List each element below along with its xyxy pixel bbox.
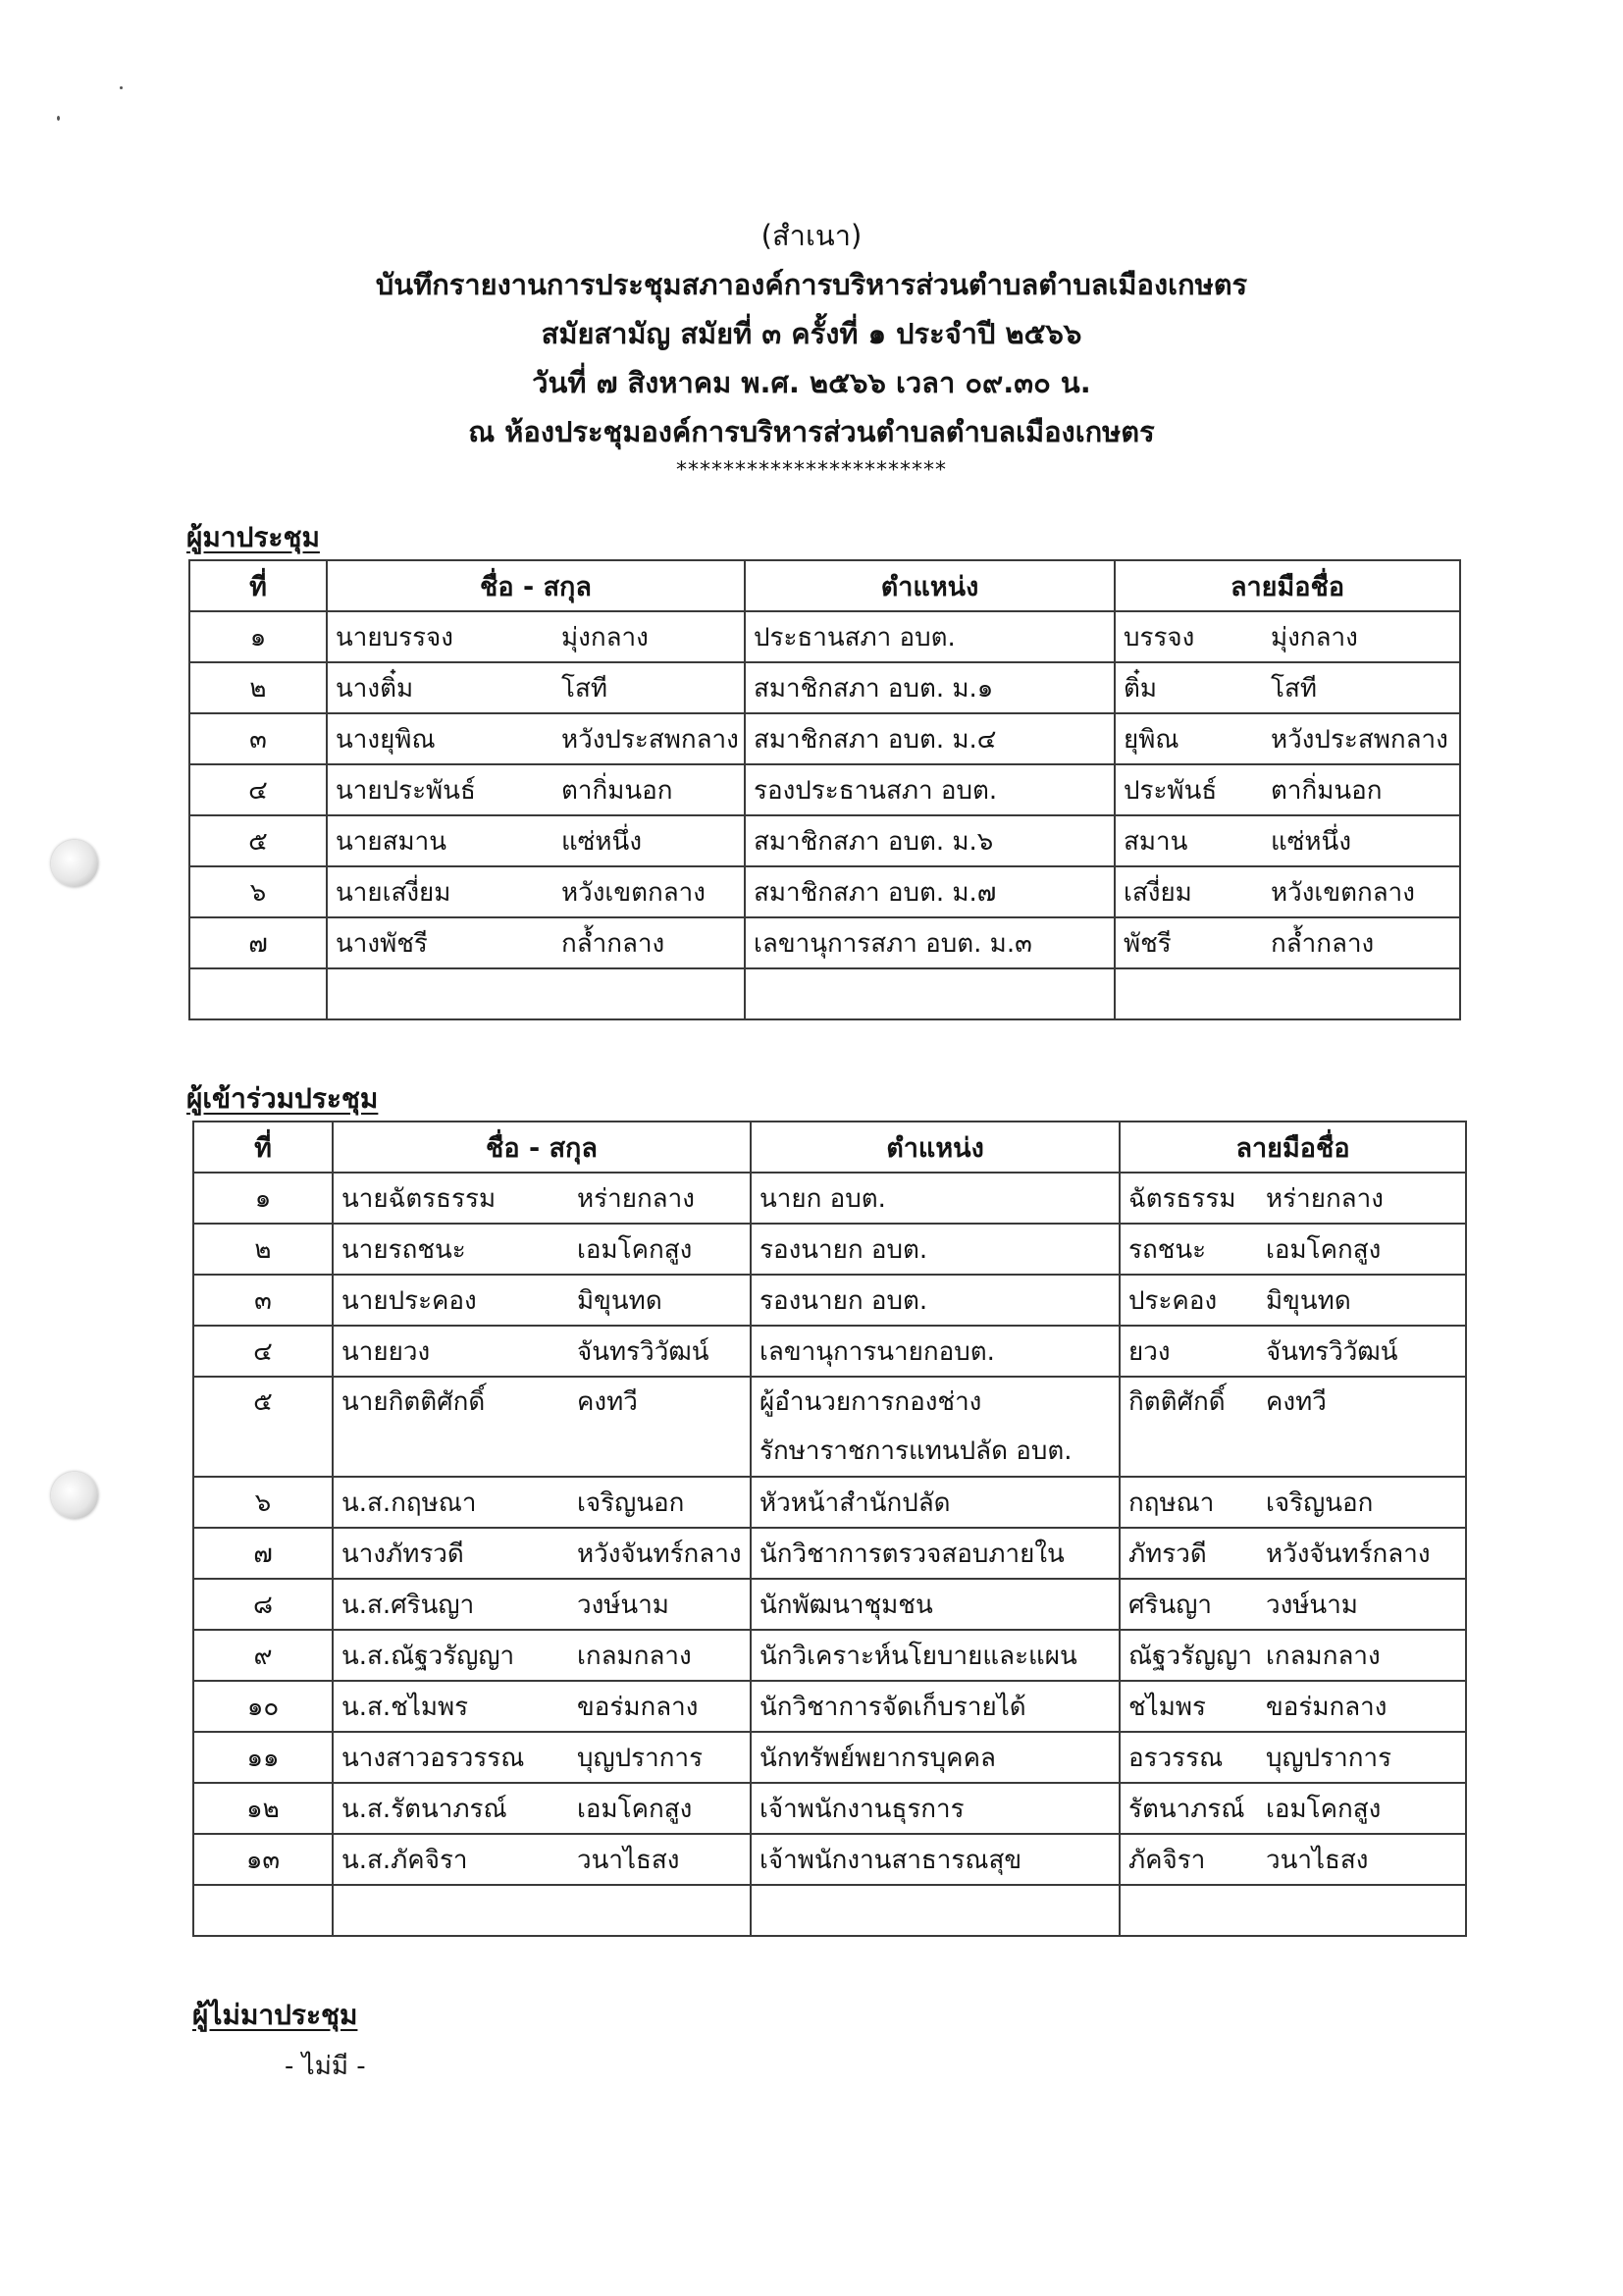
position-cell [751, 1528, 1120, 1579]
name-cell [333, 1224, 751, 1275]
signature-last: โสที [1271, 673, 1317, 704]
position: สมาชิกสภา อบต. ม.๖ [754, 826, 994, 857]
signature-first: ภัทรวดี [1128, 1539, 1207, 1569]
attendees-table [188, 559, 1461, 1020]
name-cell [333, 1528, 751, 1579]
meeting-session: สมัยสามัญ สมัยที่ ๓ ครั้งที่ ๑ ประจำปี ๒๕๖๖ [541, 317, 1082, 350]
position: ผู้อำนวยการกองช่าง [759, 1387, 982, 1417]
position: ประธานสภา อบต. [754, 622, 956, 652]
name-cell [327, 815, 745, 866]
position-line-2: รักษาราชการแทนปลัด อบต. [759, 1436, 1073, 1466]
first-name: นางสาวอรวรรณ [341, 1743, 525, 1773]
name-cell [333, 1834, 751, 1885]
first-name: นางภัทรวดี [341, 1539, 464, 1569]
signature-cell [1120, 1783, 1466, 1834]
position-cell [745, 917, 1115, 968]
first-name: นายประพันธ์ [336, 775, 476, 806]
participants-title: ผู้เข้าร่วมประชุม [186, 1082, 379, 1115]
position: สมาชิกสภา อบต. ม.๑ [754, 673, 994, 704]
signature-first: ภัคจิรา [1128, 1845, 1206, 1875]
position: นักทรัพย์พยากรบุคคล [759, 1743, 996, 1773]
column-header-position: ตำแหน่ง [751, 1122, 1120, 1173]
position: เจ้าพนักงานสาธารณสุข [759, 1845, 1022, 1875]
table-row [193, 1681, 1466, 1732]
name-cell [327, 662, 745, 713]
signature-last: หวังเขตกลาง [1271, 877, 1415, 908]
row-number-text: ๑ [254, 1183, 272, 1214]
row-number [189, 713, 327, 764]
signature-last: เกลมกลาง [1266, 1641, 1381, 1671]
name-cell [333, 1630, 751, 1681]
signature-last: หร่ายกลาง [1266, 1183, 1384, 1214]
first-name: นายฉัตรธรรม [341, 1183, 497, 1214]
position: เลขานุการสภา อบต. ม.๓ [754, 928, 1032, 959]
last-name: จันทรวิวัฒน์ [577, 1336, 709, 1367]
signature-first: ชไมพร [1128, 1692, 1206, 1722]
empty-cell [745, 968, 1115, 1019]
row-number [189, 866, 327, 917]
position-cell [751, 1681, 1120, 1732]
column-header-position: ตำแหน่ง [745, 560, 1115, 611]
signature-first: รัตนาภรณ์ [1128, 1794, 1245, 1824]
signature-last: วนาไธสง [1266, 1845, 1369, 1875]
last-name: หวังจันทร์กลาง [577, 1539, 742, 1569]
signature-last: มุ่งกลาง [1271, 622, 1358, 652]
signature-cell [1115, 866, 1460, 917]
empty-cell [327, 968, 745, 1019]
row-number [189, 815, 327, 866]
first-name: นายกิตติศักดิ์ [341, 1387, 486, 1417]
first-name: นางติ๋ม [336, 673, 414, 704]
first-name: นายยวง [341, 1336, 431, 1367]
last-name: คงทวี [577, 1387, 638, 1417]
empty-cell [1115, 968, 1460, 1019]
first-name: นางยุพิณ [336, 724, 436, 755]
row-number [189, 917, 327, 968]
first-name: นายประคอง [341, 1285, 477, 1316]
position-cell [745, 815, 1115, 866]
signature-cell [1120, 1173, 1466, 1224]
absentees-none: - ไม่มี - [285, 2052, 366, 2081]
signature-first: ยวง [1128, 1336, 1171, 1367]
row-number-text: ๕ [253, 1387, 273, 1417]
row-number-text: ๖ [254, 1487, 272, 1518]
last-name: บุญปราการ [577, 1743, 704, 1773]
meeting-date: วันที่ ๗ สิงหาคม พ.ศ. ๒๕๖๖ เวลา ๐๙.๓๐ น. [532, 366, 1091, 399]
table-row [193, 1528, 1466, 1579]
row-number [193, 1326, 333, 1377]
empty-cell [193, 1885, 333, 1936]
row-number [189, 764, 327, 815]
row-number [193, 1275, 333, 1326]
position-cell [751, 1783, 1120, 1834]
signature-last: แซ่หนึ่ง [1271, 826, 1352, 857]
signature-last: เจริญนอก [1266, 1487, 1374, 1518]
row-number-text: ๔ [253, 1336, 273, 1367]
signature-first: สมาน [1124, 826, 1188, 857]
signature-first: ศรินญา [1128, 1590, 1212, 1620]
signature-cell [1120, 1326, 1466, 1377]
first-name: นางพัชรี [336, 928, 428, 959]
row-number-text: ๔ [248, 775, 268, 806]
signature-first: เสงี่ยม [1124, 877, 1192, 908]
signature-first: ติ๋ม [1124, 673, 1158, 704]
signature-cell [1120, 1275, 1466, 1326]
signature-cell [1120, 1630, 1466, 1681]
signature-last: หวังจันทร์กลาง [1266, 1539, 1431, 1569]
table-row [189, 611, 1460, 662]
signature-last: เอมโคกสูง [1266, 1234, 1382, 1265]
row-number [193, 1732, 333, 1783]
name-cell [333, 1732, 751, 1783]
signature-cell [1120, 1477, 1466, 1528]
first-name: น.ส.ณัฐวรัญญา [341, 1641, 515, 1671]
position: นักพัฒนาชุมชน [759, 1590, 933, 1620]
position-cell [751, 1579, 1120, 1630]
last-name: เอมโคกสูง [577, 1234, 693, 1265]
first-name: นายบรรจง [336, 622, 453, 652]
name-cell [333, 1173, 751, 1224]
name-cell [327, 866, 745, 917]
table-row [189, 866, 1460, 917]
row-number [189, 662, 327, 713]
signature-cell [1120, 1834, 1466, 1885]
table-row [193, 1630, 1466, 1681]
absentees-title: ผู้ไม่มาประชุม [192, 1999, 358, 2031]
copy-label: (สำเนา) [760, 219, 863, 252]
position-cell [751, 1630, 1120, 1681]
first-name: น.ส.ชไมพร [341, 1692, 469, 1722]
row-number-text: ๑ [249, 622, 267, 652]
table-row [193, 1173, 1466, 1224]
last-name: โสที [561, 673, 607, 704]
signature-last: หวังประสพกลาง [1271, 724, 1448, 755]
signature-first: บรรจง [1124, 622, 1195, 652]
signature-last: มิขุนทด [1266, 1285, 1351, 1316]
name-cell [333, 1681, 751, 1732]
row-number [193, 1224, 333, 1275]
last-name: ขอร่มกลาง [577, 1692, 699, 1722]
table-row [193, 1783, 1466, 1834]
meeting-venue: ณ ห้องประชุมองค์การบริหารส่วนตำบลตำบลเมืองเกษตร [468, 415, 1155, 448]
row-number-text: ๗ [253, 1539, 273, 1569]
signature-last: ขอร่มกลาง [1266, 1692, 1387, 1722]
signature-last: ตากิ่มนอก [1271, 775, 1383, 806]
position: สมาชิกสภา อบต. ม.๔ [754, 724, 997, 755]
separator: *********************** [676, 458, 947, 483]
signature-first: กฤษณา [1128, 1487, 1215, 1518]
last-name: มิขุนทด [577, 1285, 662, 1316]
position: นายก อบต. [759, 1183, 886, 1214]
position-cell [745, 611, 1115, 662]
position: หัวหน้าสำนักปลัด [759, 1487, 951, 1518]
position-cell [751, 1173, 1120, 1224]
table-row [193, 1326, 1466, 1377]
position: รองนายก อบต. [759, 1234, 928, 1265]
row-number [193, 1783, 333, 1834]
signature-first: ประคอง [1128, 1285, 1218, 1316]
position: เลขานุการนายกอบต. [759, 1336, 995, 1367]
signature-first: รถชนะ [1128, 1234, 1207, 1265]
column-header-name: ชื่อ - สกุล [327, 560, 745, 611]
table-row [193, 1224, 1466, 1275]
row-number [193, 1528, 333, 1579]
last-name: มุ่งกลาง [561, 622, 649, 652]
signature-cell [1115, 815, 1460, 866]
row-number [193, 1477, 333, 1528]
first-name: นายเสงี่ยม [336, 877, 451, 908]
table-header-row [193, 1122, 1466, 1173]
position-cell [751, 1477, 1120, 1528]
last-name: กล้ำกลาง [561, 928, 665, 959]
position-cell [745, 662, 1115, 713]
position-cell [745, 764, 1115, 815]
name-cell [333, 1275, 751, 1326]
first-name: น.ส.ภัคจิรา [341, 1845, 468, 1875]
table-row [193, 1477, 1466, 1528]
signature-cell [1120, 1528, 1466, 1579]
row-number [193, 1630, 333, 1681]
first-name: นายสมาน [336, 826, 446, 857]
position-cell [751, 1377, 1120, 1477]
signature-first: ยุพิณ [1124, 724, 1179, 755]
position: รองประธานสภา อบต. [754, 775, 998, 806]
scan-speck [120, 86, 123, 89]
row-number-text: ๒ [249, 673, 267, 704]
signature-last: คงทวี [1266, 1387, 1327, 1417]
column-header-signature: ลายมือชื่อ [1120, 1122, 1466, 1173]
column-header-no: ที่ [189, 560, 327, 611]
table-row [189, 764, 1460, 815]
row-number-text: ๑๒ [246, 1794, 280, 1824]
row-number [189, 611, 327, 662]
name-cell [333, 1326, 751, 1377]
row-number-text: ๓ [254, 1285, 272, 1316]
empty-cell [333, 1885, 751, 1936]
row-number-text: ๒ [254, 1234, 272, 1265]
signature-cell [1115, 662, 1460, 713]
row-number [193, 1579, 333, 1630]
row-number-text: ๖ [249, 877, 267, 908]
row-number-text: ๘ [252, 1590, 274, 1620]
participants-table [192, 1121, 1467, 1937]
signature-first: กิตติศักดิ์ [1128, 1387, 1226, 1417]
signature-cell [1120, 1579, 1466, 1630]
position-cell [751, 1275, 1120, 1326]
position: เจ้าพนักงานธุรการ [759, 1794, 965, 1824]
position: นักวิชาการจัดเก็บรายได้ [759, 1692, 1026, 1722]
empty-cell [189, 968, 327, 1019]
row-number-text: ๗ [248, 928, 268, 959]
name-cell [327, 611, 745, 662]
signature-last: จันทรวิวัฒน์ [1266, 1336, 1398, 1367]
first-name: น.ส.รัตนาภรณ์ [341, 1794, 507, 1824]
empty-row [189, 968, 1460, 1019]
column-header-name: ชื่อ - สกุล [333, 1122, 751, 1173]
empty-row [193, 1885, 1466, 1936]
table-row [189, 662, 1460, 713]
signature-last: บุญปราการ [1266, 1743, 1392, 1773]
signature-first: ฉัตรธรรม [1128, 1183, 1236, 1214]
table-row [193, 1579, 1466, 1630]
punch-hole [51, 840, 98, 887]
row-number [193, 1681, 333, 1732]
signature-cell [1120, 1732, 1466, 1783]
scan-speck [57, 116, 60, 121]
position-cell [751, 1224, 1120, 1275]
empty-cell [751, 1885, 1120, 1936]
last-name: หร่ายกลาง [577, 1183, 695, 1214]
name-cell [333, 1579, 751, 1630]
row-number-text: ๑๐ [246, 1692, 280, 1722]
signature-cell [1115, 764, 1460, 815]
table-row [193, 1275, 1466, 1326]
document-header [0, 211, 1623, 484]
table-header-row [189, 560, 1460, 611]
table-row [193, 1377, 1466, 1477]
first-name: น.ส.กฤษณา [341, 1487, 477, 1518]
position-cell [751, 1326, 1120, 1377]
signature-last: กล้ำกลาง [1271, 928, 1375, 959]
last-name: ตากิ่มนอก [561, 775, 673, 806]
signature-last: เอมโคกสูง [1266, 1794, 1382, 1824]
signature-cell [1120, 1681, 1466, 1732]
row-number-text: ๑๑ [246, 1743, 280, 1773]
table-row [189, 713, 1460, 764]
row-number [193, 1377, 333, 1477]
last-name: แซ่หนึ่ง [561, 826, 643, 857]
name-cell [327, 713, 745, 764]
empty-cell [1120, 1885, 1466, 1936]
column-header-signature: ลายมือชื่อ [1115, 560, 1460, 611]
last-name: วงษ์นาม [577, 1590, 669, 1620]
signature-first: อรวรรณ [1128, 1743, 1224, 1773]
position-cell [745, 713, 1115, 764]
signature-first: ณัฐวรัญญา [1128, 1641, 1252, 1671]
name-cell [327, 764, 745, 815]
punch-hole [51, 1472, 98, 1519]
signature-first: ประพันธ์ [1124, 775, 1218, 806]
table-row [189, 815, 1460, 866]
signature-first: พัชรี [1124, 928, 1172, 959]
position: นักวิเคราะห์นโยบายและแผน [759, 1641, 1077, 1671]
signature-cell [1115, 713, 1460, 764]
last-name: เอมโคกสูง [577, 1794, 693, 1824]
name-cell [333, 1477, 751, 1528]
row-number [193, 1173, 333, 1224]
row-number-text: ๙ [253, 1641, 273, 1671]
name-cell [333, 1377, 751, 1477]
first-name: นายรถชนะ [341, 1234, 466, 1265]
position: สมาชิกสภา อบต. ม.๗ [754, 877, 997, 908]
signature-last: วงษ์นาม [1266, 1590, 1358, 1620]
name-cell [327, 917, 745, 968]
row-number-text: ๑๓ [245, 1845, 281, 1875]
table-row [193, 1732, 1466, 1783]
position: นักวิชาการตรวจสอบภายใน [759, 1539, 1065, 1569]
document-title: บันทึกรายงานการประชุมสภาองค์การบริหารส่วนตำบลตำบลเมืองเกษตร [375, 268, 1248, 301]
last-name: เกลมกลาง [577, 1641, 692, 1671]
table-row [189, 917, 1460, 968]
last-name: หวังประสพกลาง [561, 724, 739, 755]
row-number-text: ๓ [249, 724, 267, 755]
position: รองนายก อบต. [759, 1285, 928, 1316]
first-name: น.ส.ศรินญา [341, 1590, 475, 1620]
column-header-no: ที่ [193, 1122, 333, 1173]
row-number [193, 1834, 333, 1885]
position-cell [751, 1732, 1120, 1783]
signature-cell [1120, 1377, 1466, 1477]
signature-cell [1115, 917, 1460, 968]
last-name: เจริญนอก [577, 1487, 685, 1518]
last-name: หวังเขตกลาง [561, 877, 706, 908]
name-cell [333, 1783, 751, 1834]
table-row [193, 1834, 1466, 1885]
last-name: วนาไธสง [577, 1845, 680, 1875]
position-cell [751, 1834, 1120, 1885]
signature-cell [1115, 611, 1460, 662]
attendees-title: ผู้มาประชุม [186, 521, 320, 553]
position-cell [745, 866, 1115, 917]
signature-cell [1120, 1224, 1466, 1275]
row-number-text: ๕ [248, 826, 268, 857]
